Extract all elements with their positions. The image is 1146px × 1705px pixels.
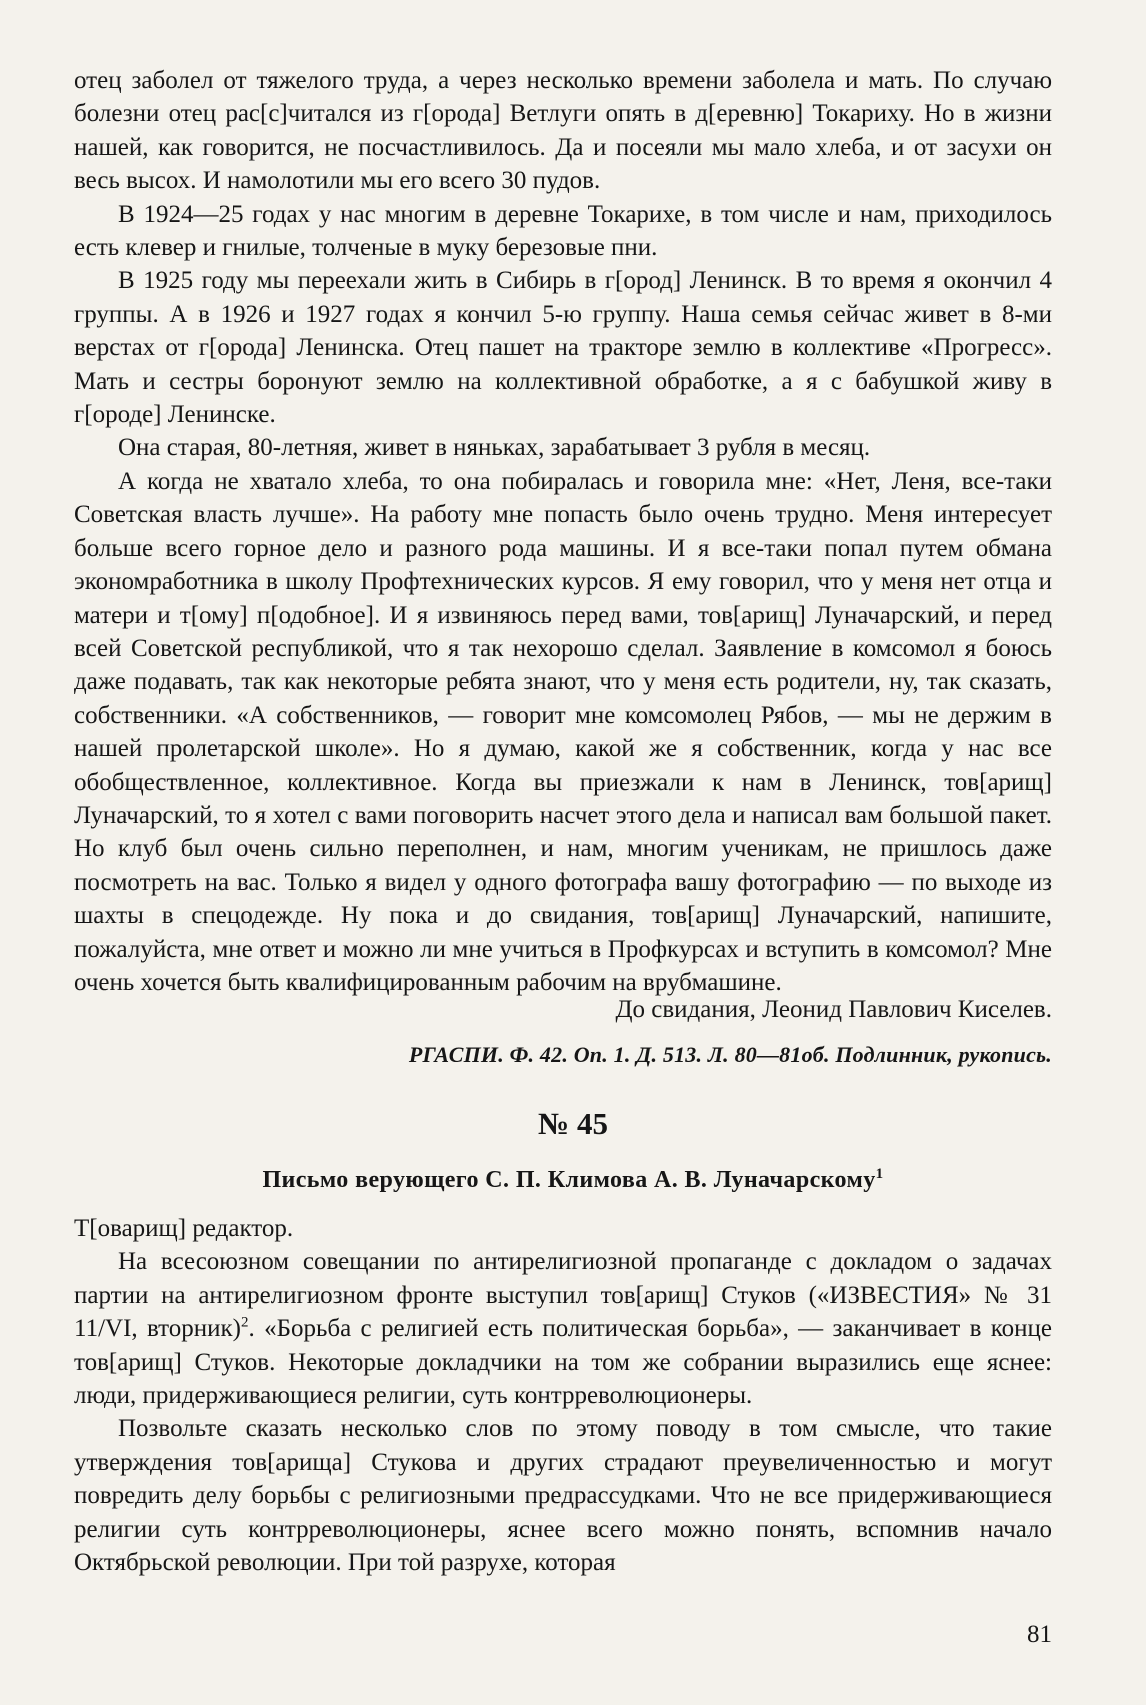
paragraph-text: На всесоюзном совещании по антирелигиозной пропаганде с докладом о задачах партии на антирелигиозном фронте выступил тов[арищ] Стуков («ИЗВЕСТИЯ» № 31 11/VI, вторник) xyxy=(74,1248,1052,1343)
letter-body-top xyxy=(74,64,1052,999)
letter-signature: До свидания, Леонид Павлович Киселев. xyxy=(615,996,1052,1023)
paragraph xyxy=(74,1245,1052,1412)
paragraph: отец заболел от тяжелого труда, а через несколько времени заболела и мать. По случаю болезни отец рас[с]читался из г[орода] Ветлуги опять в д[еревню] Токариху. Но в жизни нашей, как говорится, не посчастливилось. Да и посеяли мы мало хлеба, и от засухи он весь высох. И намолотили мы его всего 30 пудов. xyxy=(74,67,1052,195)
paragraph: В 1924—25 годах у нас многим в деревне Токарихе, в том числе и нам, приходилось есть клевер и гнилые, толченые в муку березовые пни. xyxy=(74,200,1052,262)
page-number: 81 xyxy=(1027,1621,1052,1648)
document-title xyxy=(0,1158,1146,1196)
paragraph: В 1925 году мы переехали жить в Сибирь в г[ород] Ленинск. В то время я окончил 4 группы. А в 1926 и 1927 годах я кончил 5-ю группу. Наша семья сейчас живет в 8-ми верстах от г[орода] Ленинска. Отец пашет на тракторе землю в коллективе «Прогресс». Мать и сестры боронуют землю на коллективной обработке, а я с бабушкой живу в г[ороде] Ленинске. xyxy=(74,267,1052,429)
paragraph: А когда не хватало хлеба, то она побиралась и говорила мне: «Нет, Леня, все-таки Советская власть лучше». На работу мне попасть было очень трудно. Меня интересует больше всего горное дело и разного рода машины. И я все-таки попал путем обмана экономработника в школу Профтехнических курсов. Я ему говорил, что у меня нет отца и матери и т[ому] п[одобное]. И я извиняюсь перед вами, тов[арищ] Луначарский, и перед всей Советской республикой, что я так нехорошо сделал. Заявление в комсомол я боюсь даже подавать, так как некоторые ребята знают, что у меня есть родители, ну, так сказать, собственники. «А собственников, — говорит мне комсомолец Рябов, — мы не держим в нашей пролетарской школе». Но я думаю, какой же я собственник, когда у нас все обобществленное, коллективное. Когда вы приезжали к нам в Ленинск, тов[арищ] Луначарский, то я хотел с вами поговорить насчет этого дела и написал вам большой пакет. Но клуб был очень сильно переполнен, и нам, многим ученикам, не пришлось даже посмотреть на вас. Только я видел у одного фотографа вашу фотографию — по выходе из шахты в спецодежде. Ну пока и до свидания, тов[арищ] Луначарский, напишите, пожалуйста, мне ответ и можно ли мне учиться в Профкурсах и вступить в комсомол? Мне очень хочется быть квалифицированным рабочим на врубмашине. xyxy=(74,467,1052,996)
footnote-marker[interactable]: 1 xyxy=(875,1166,884,1182)
footnote-marker[interactable]: 2 xyxy=(241,1314,249,1331)
document-title-text: Письмо верующего С. П. Климова А. В. Луначарскому xyxy=(262,1167,876,1193)
archive-citation: РГАСПИ. Ф. 42. Оп. 1. Д. 513. Л. 80—81об. Подлинник, рукопись. xyxy=(408,1042,1052,1067)
paragraph: Позвольте сказать несколько слов по этому поводу в том смысле, что такие утверждения тов[арища] Стукова и других страдают преувеличенностью и могут повредить делу борьбы с религиозными предрассудками. Что не все придерживающиеся религии суть контрреволюционеры, яснее всего можно понять, вспомнив начало Октябрьской революции. При той разрухе, которая xyxy=(74,1415,1052,1577)
document-number: № 45 xyxy=(538,1106,608,1141)
paragraph-text: . «Борьба с религией есть политическая борьба», — заканчивает в конце тов[арищ] Стуков. Некоторые докладчики на том же собрании выразились еще яснее: люди, придерживающиеся религии, суть контрреволюционеры. xyxy=(74,1315,1052,1410)
salutation: Т[оварищ] редактор. xyxy=(74,1215,294,1242)
letter-body-bottom xyxy=(74,1212,1052,1579)
paragraph: Она старая, 80-летняя, живет в няньках, зарабатывает 3 рубля в месяц. xyxy=(118,434,871,462)
